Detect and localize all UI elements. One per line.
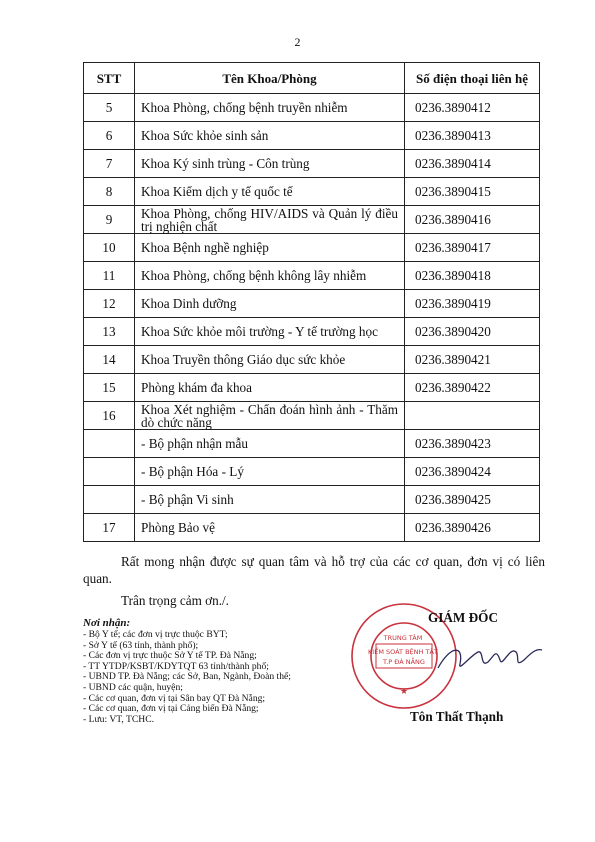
recipient-item: - UBND các quận, huyện; [83,681,183,693]
table-body [84,94,540,542]
row-stt: 8 [84,178,135,206]
signer-title: GIÁM ĐỐC [428,610,498,625]
row-stt: 11 [84,262,135,290]
table-row [84,178,540,206]
row-department-name: Khoa Kiểm dịch y tế quốc tế [135,178,405,206]
table-row [84,318,540,346]
row-department-name: Khoa Ký sinh trùng - Côn trùng [135,150,405,178]
table-row [84,402,540,430]
thanks-line: Trân trọng cảm ơn./. [121,593,229,608]
signer-name: Tôn Thất Thạnh [410,709,504,724]
recipients-heading: Nơi nhận: [83,617,131,629]
row-stt [84,458,135,486]
row-stt: 7 [84,150,135,178]
recipient-item: - Các đơn vị trực thuộc Sở Y tế TP. Đà Nẵng; [83,650,257,662]
row-department-name: Khoa Xét nghiệm - Chẩn đoán hình ảnh - Thăm dò chức năng [135,402,405,430]
row-department-name: Khoa Dinh dưỡng [135,290,405,318]
row-stt: 13 [84,318,135,346]
row-stt: 6 [84,122,135,150]
row-phone: 0236.3890417 [405,234,540,262]
row-phone [405,402,540,430]
row-stt: 17 [84,514,135,542]
row-stt [84,430,135,458]
table-row [84,262,540,290]
table-row [84,206,540,234]
table-row [84,486,540,514]
recipient-item: - TT YTDP/KSBT/KDYTQT 63 tỉnh/thành phố; [83,660,269,672]
row-department-name: Khoa Bệnh nghề nghiệp [135,234,405,262]
row-stt: 10 [84,234,135,262]
row-phone: 0236.3890416 [405,206,540,234]
row-phone: 0236.3890426 [405,514,540,542]
table-header-row [84,63,540,94]
recipient-item: - Các cơ quan, đơn vị tại Sân bay QT Đà Nẵng; [83,692,266,704]
table-row [84,346,540,374]
recipients-list [83,630,353,725]
recipients-block [83,617,353,725]
row-phone: 0236.3890420 [405,318,540,346]
department-contact-table [83,62,540,542]
table-row [84,290,540,318]
row-department-name: - Bộ phận nhận mẫu [135,430,405,458]
table-row [84,430,540,458]
row-department-name: Khoa Phòng, chống bệnh truyền nhiễm [135,94,405,122]
table-row [84,514,540,542]
header-phone: Số điện thoại liên hệ [405,63,540,94]
recipient-item: - Các cơ quan, đơn vị tại Cảng biển Đà Nẵng; [83,703,259,715]
row-department-name: Khoa Sức khỏe sinh sản [135,122,405,150]
row-phone: 0236.3890415 [405,178,540,206]
row-phone: 0236.3890422 [405,374,540,402]
svg-text:TRUNG TÂM KIỂM SOÁT BỆNH: TRUNG TÂM KIỂM SOÁT BỆNH TẬT T.P ĐÀ NẴNG [368,634,438,666]
table-row [84,150,540,178]
recipient-item: - UBND TP. Đà Nẵng; các Sở, Ban, Ngành, Đoàn thể; [83,671,291,683]
row-phone: 0236.3890424 [405,458,540,486]
row-phone: 0236.3890421 [405,346,540,374]
row-stt: 15 [84,374,135,402]
handwritten-signature-icon [430,638,550,678]
row-phone: 0236.3890425 [405,486,540,514]
page-number: 2 [294,35,301,49]
table-row [84,458,540,486]
row-phone: 0236.3890423 [405,430,540,458]
row-stt: 14 [84,346,135,374]
row-phone: 0236.3890419 [405,290,540,318]
recipient-item: - Lưu: VT, TCHC. [83,713,155,725]
recipient-item: - Sở Y tế (63 tỉnh, thành phố); [83,639,199,651]
row-department-name: Khoa Phòng, chống bệnh không lây nhiễm [135,262,405,290]
table-row [84,122,540,150]
table-row [84,234,540,262]
header-stt: STT [84,63,135,94]
row-stt: 16 [84,402,135,430]
row-department-name: Phòng khám đa khoa [135,374,405,402]
row-stt: 9 [84,206,135,234]
row-department-name: Khoa Truyền thông Giáo dục sức khỏe [135,346,405,374]
row-phone: 0236.3890414 [405,150,540,178]
row-department-name: - Bộ phận Hóa - Lý [135,458,405,486]
row-phone: 0236.3890418 [405,262,540,290]
signature-block [348,598,548,728]
row-department-name: Khoa Phòng, chống HIV/AIDS và Quản lý điều trị nghiện chất [135,206,405,234]
svg-text:★: ★ [399,686,409,696]
recipient-item: - Bộ Y tế; các đơn vị trực thuộc BYT; [83,629,228,640]
closing-paragraph: Rất mong nhận được sự quan tâm và hỗ trợ của các cơ quan, đơn vị có liên quan. [83,554,545,586]
row-department-name: Phòng Bảo vệ [135,514,405,542]
row-stt: 5 [84,94,135,122]
row-phone: 0236.3890413 [405,122,540,150]
row-phone: 0236.3890412 [405,94,540,122]
row-stt [84,486,135,514]
row-stt: 12 [84,290,135,318]
table-row [84,374,540,402]
row-department-name: Khoa Sức khỏe môi trường - Y tế trường học [135,318,405,346]
header-department-name: Tên Khoa/Phòng [135,63,405,94]
table-row [84,94,540,122]
row-department-name: - Bộ phận Vi sinh [135,486,405,514]
